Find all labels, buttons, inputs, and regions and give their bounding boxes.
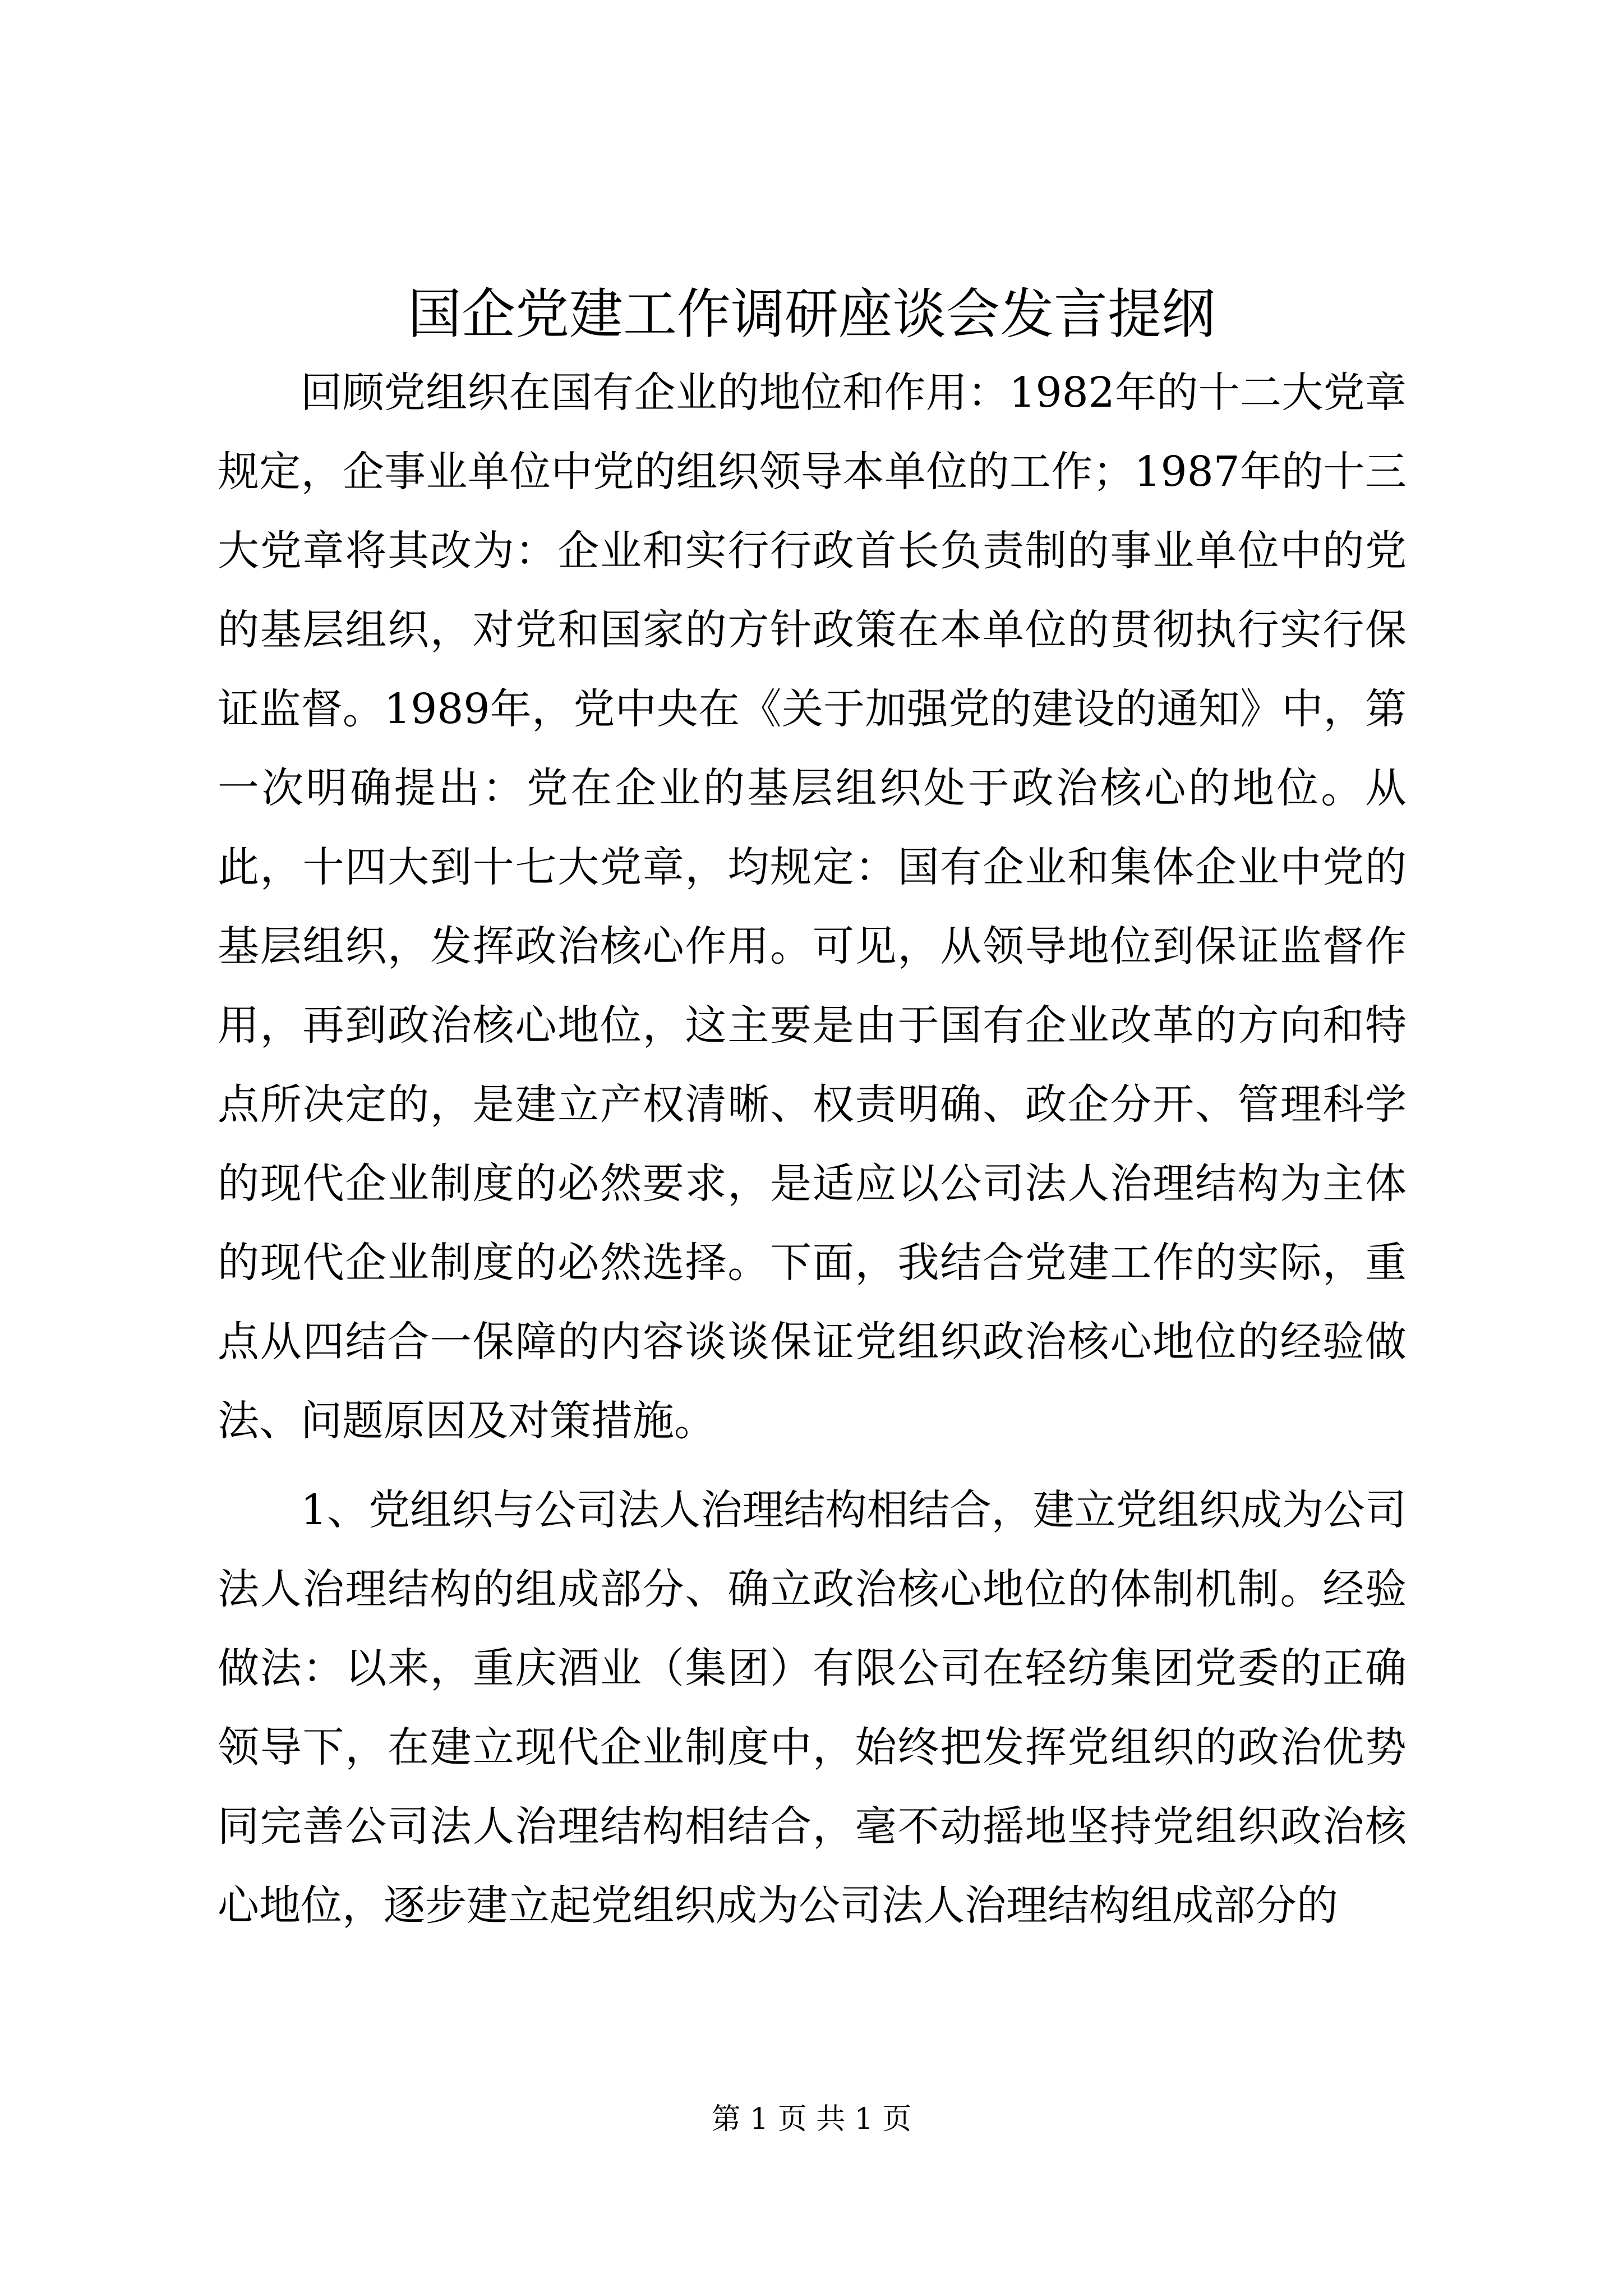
document-title: 国企党建工作调研座谈会发言提纲 xyxy=(408,283,1215,346)
document-body xyxy=(218,353,1407,1945)
page-number-footer: 第 1 页 共 1 页 xyxy=(711,2102,912,2136)
paragraph-intro: 回顾党组织在国有企业的地位和作用：1982年的十二大党章规定，企事业单位中党的组织领导本单位的工作；1987年的十三大党章将其改为：企业和实行行政首长负责制的事业单位中的党的基层组织，对党和国家的方针政策在本单位的贯彻执行实行保证监督。1989年，党中央在《关于加强党的建设的通知》中，第一次明确提出：党在企业的基层组织处于政治核心的地位。从此，十四大到十七大党章，均规定：国有企业和集体企业中党的基层组织，发挥政治核心作用。可见，从领导地位到保证监督作用，再到政治核心地位，这主要是由于国有企业改革的方向和特点所决定的，是建立产权清晰、权责明确、政企分开、管理科学的现代企业制度的必然要求，是适应以公司法人治理结构为主体的现代企业制度的必然选择。下面，我结合党建工作的实际，重点从四结合一保障的内容谈谈保证党组织政治核心地位的经验做法、问题原因及对策措施。 xyxy=(218,369,1407,1445)
paragraph-section-1: 1、党组织与公司法人治理结构相结合，建立党组织成为公司法人治理结构的组成部分、确立政治核心地位的体制机制。经验做法：以来，重庆酒业（集团）有限公司在轻纺集团党委的正确领导下，在建立现代企业制度中，始终把发挥党组织的政治优势同完善公司法人治理结构相结合，毫不动摇地坚持党组织政治核心地位，逐步建立起党组织成为公司法人治理结构组成部分的 xyxy=(218,1486,1407,1930)
